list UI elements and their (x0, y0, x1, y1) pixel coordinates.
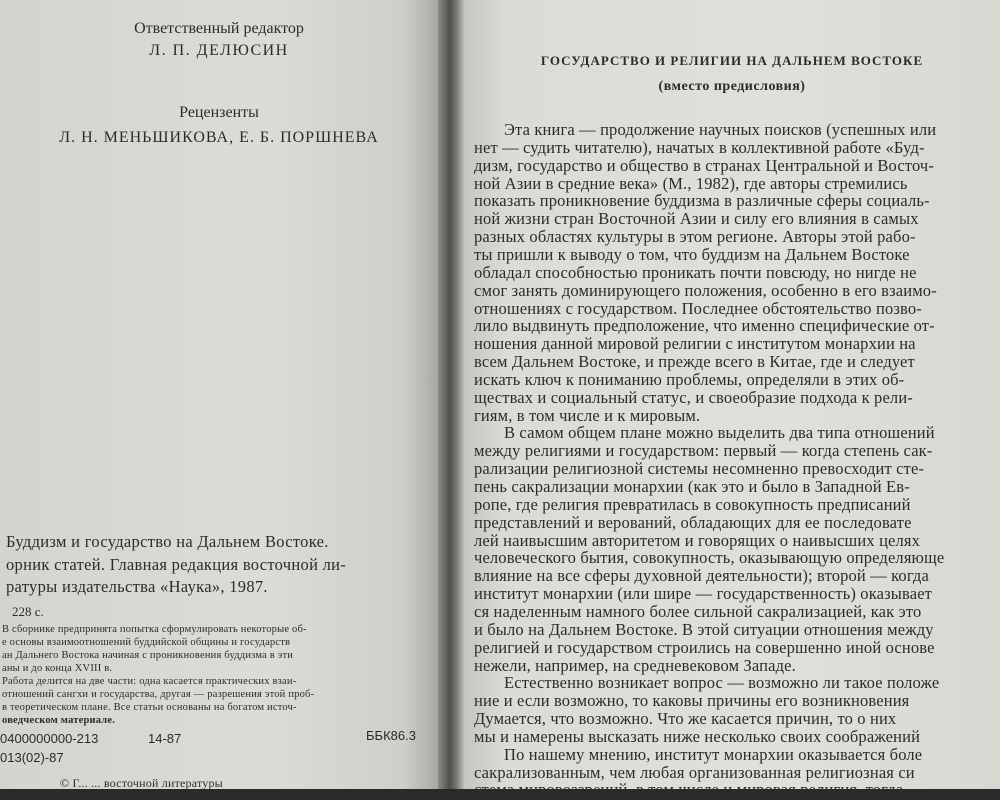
annotation-line: ан Дальнего Востока начиная с проникновения буддизма в эти (2, 650, 294, 661)
body-line: между религиями и государством: первый — когда степень сак- (474, 441, 933, 461)
body-line: рализации религиозной системы несомненно превосходит сте- (474, 459, 925, 479)
right-page (464, 0, 1000, 800)
annotation-line: оведческом материале. (2, 715, 116, 726)
bottom-cut-line: © Г... ... восточной литературы (60, 776, 223, 790)
reviewers-names: Л. Н. МЕНЬШИКОВА, Е. Б. ПОРШНЕВА (59, 129, 379, 146)
body-line: мы и намерены высказать ниже несколько своих соображений (474, 726, 921, 746)
body-line: гиям, в том числе и к мировым. (474, 405, 701, 425)
body-line: ной Азии в средние века» (М., 1982), где авторы стремились (474, 173, 908, 193)
body-line: лило выдвинуть предположение, что именно специфические от- (474, 316, 935, 336)
body-line: Думается, что возможно. Что же касается причин, то о них (474, 709, 897, 729)
biblio-line: Буддизм и государство на Дальнем Востоке. (6, 532, 329, 551)
bbk-code: ББК86.3 (366, 728, 416, 743)
body-line: ношения данной мировой религии с институтом монархии на (474, 334, 916, 354)
body-line: искать ключ к пониманию проблемы, определяли в этих об- (474, 369, 905, 389)
body-line: институт монархии (или шире — государственность) оказывает (474, 584, 933, 604)
editor-name: Л. П. ДЕЛЮСИН (149, 42, 289, 59)
body-line: человеческого бытия, совокупность, оказывающую определяюще (474, 548, 945, 568)
biblio-line: орник статей. Главная редакция восточной ли- (6, 555, 347, 574)
body-line: лей наивысшим авторитетом и говорящих о наивысших целях (474, 530, 921, 550)
body-line: ние и если возможно, то каковы причины его возникновения (474, 691, 910, 711)
annotation-line: В сборнике предпринята попытка сформулировать некоторые об- (2, 624, 307, 635)
body-line: всем Дальнем Востоке, и прежде всего в Китае, где и следует (474, 352, 915, 372)
body-line: ся наделенным намного более сильной сакрализацией, как это (474, 601, 922, 621)
body-line: разных областях культуры в этом регионе. Авторы этой рабо- (474, 227, 916, 247)
biblio-line: ратуры издательства «Наука», 1987. (6, 577, 268, 596)
left-page (0, 0, 438, 789)
code-line-2: 013(02)-87 (0, 750, 64, 765)
body-line: представлений и верований, обладающих для ее последовате (474, 512, 912, 532)
chapter-title: ГОСУДАРСТВО И РЕЛИГИИ НА ДАЛЬНЕМ ВОСТОКЕ (540, 53, 924, 68)
annotation-line: аны и до конца XVIII в. (2, 663, 113, 674)
body-line: смог занять доминирующего положения, особенно в его взаимо- (474, 280, 937, 300)
body-line: и было на Дальнем Востоке. В этой ситуации отношения между (474, 619, 934, 639)
annotation-line: е основы взаимоотношений буддийской общины и государств (2, 637, 291, 648)
isbn-code: 0400000000-213 (0, 731, 99, 746)
body-line: влияние на все сферы духовной деятельности); второй — когда (474, 566, 929, 586)
body-line: ты пришли к выводу о том, что буддизм на Дальнем Востоке (474, 244, 910, 264)
body-line: пень сакрализации монархии (как это и было в Западной Ев- (474, 477, 910, 496)
annotation-line: в теоретическом плане. Все статьи основаны на богатом источ- (2, 702, 297, 713)
body-line: В самом общем плане можно выделить два типа отношений (504, 423, 935, 443)
book-gutter (438, 0, 464, 789)
body-line: Эта книга — продолжение научных поисков (успешных или (504, 120, 937, 139)
body-line: отношениях с государством. Последнее обстоятельство позво- (474, 298, 922, 318)
body-line: ропе, где религия превратилась в совокупность предписаний (474, 494, 911, 514)
body-line: религией и государством строились на совершенно иной основе (474, 637, 935, 657)
body-line: нет — судить читателю), начатых в коллективной работе «Буд- (474, 137, 925, 157)
annotation-line: отношений сангхи и государства, другая — разрешения этой проб- (2, 689, 315, 700)
reviewers-label: Рецензенты (179, 104, 259, 121)
editor-label: Ответственный редактор (134, 20, 304, 37)
page-count: 228 с. (12, 604, 44, 619)
body-line: обладал способностью проникать почти повсюду, но нигде не (474, 262, 917, 282)
body-line: сакрализованным, чем любая организованная религиозная си (474, 762, 915, 782)
body-line: нежели, например, на средневековом Западе. (474, 655, 796, 675)
body-line: ной жизни стран Восточной Азии и силу его влияния в самых (474, 209, 919, 229)
body-line: показать проникновение буддизма в различные сферы социаль- (474, 191, 930, 211)
body-line: По нашему мнению, институт монархии оказывается боле (504, 744, 923, 764)
body-line: Естественно возникает вопрос — возможно ли такое положе (504, 673, 940, 693)
order-code: 14-87 (148, 731, 182, 746)
chapter-subtitle: (вместо предисловия) (658, 79, 806, 94)
body-line: ществах и социальный статус, и своеобразие подхода к рели- (474, 387, 913, 407)
body-line: стема мировоззрений, в том числе и мировая религия, тогда (474, 780, 904, 800)
annotation-line: Работа делится на две части: одна касается практических взаи- (2, 676, 297, 687)
body-line: дизм, государство и общество в странах Центральной и Восточ- (474, 155, 935, 175)
